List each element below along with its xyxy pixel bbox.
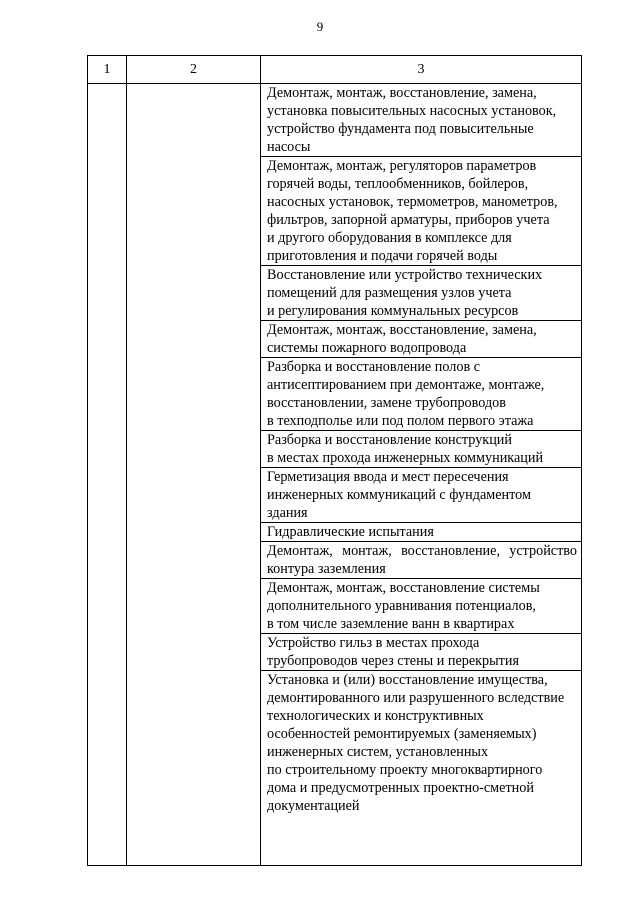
work-item-line: документацией [267, 798, 360, 814]
work-item-line: Разборка и восстановление конструкций [267, 432, 512, 448]
work-item-line: антисептированием при демонтаже, монтаже, [267, 377, 545, 393]
work-items-list [261, 84, 581, 815]
work-item [261, 634, 581, 671]
work-item-line: установка повысительных насосных установок, [267, 103, 557, 119]
column-header-3: 3 [261, 56, 582, 84]
work-item-line: Устройство гильз в местах прохода [267, 635, 480, 651]
work-item-line: Демонтаж, монтаж, восстановление системы [267, 580, 540, 596]
work-item-line: Демонтаж, монтаж, восстановление, устройство [267, 543, 577, 559]
work-item [261, 84, 581, 157]
work-item [261, 671, 581, 815]
work-item-line: системы пожарного водопровода [267, 340, 467, 356]
work-item-line: Демонтаж, монтаж, регуляторов параметров [267, 158, 537, 174]
work-item-line: горячей воды, теплообменников, бойлеров, [267, 176, 529, 192]
work-item-line: инженерных систем, установленных [267, 744, 489, 760]
work-item [261, 266, 581, 321]
table-header-row [88, 56, 582, 84]
column-3-cell [261, 84, 582, 866]
work-item-line: восстановлении, замене трубопроводов [267, 395, 506, 411]
work-item-line: и регулирования коммунальных ресурсов [267, 303, 519, 319]
work-item-line: Установка и (или) восстановление имущества, [267, 672, 548, 688]
work-item-line: приготовления и подачи горячей воды [267, 248, 498, 264]
work-item-line: в местах прохода инженерных коммуникаций [267, 450, 544, 466]
work-item [261, 579, 581, 634]
work-item-line: Гидравлические испытания [267, 524, 434, 540]
work-item-line: дополнительного уравнивания потенциалов, [267, 598, 536, 614]
work-item-line: Демонтаж, монтаж, восстановление, замена, [267, 85, 537, 101]
work-item-line: инженерных коммуникаций с фундаментом [267, 487, 531, 503]
work-item [261, 523, 581, 542]
work-item-line: насосных установок, термометров, манометров, [267, 194, 558, 210]
work-item [261, 358, 581, 431]
work-item-line: Демонтаж, монтаж, восстановление, замена, [267, 322, 537, 338]
work-item-line: устройство фундамента под повысительные [267, 121, 534, 137]
work-item-line: особенностей ремонтируемых (заменяемых) [267, 726, 537, 742]
column-2-cell [127, 84, 261, 866]
column-header-2: 2 [127, 56, 261, 84]
work-item-line: в том числе заземление ванн в квартирах [267, 616, 515, 632]
work-item-line: Герметизация ввода и мест пересечения [267, 469, 509, 485]
work-item [261, 157, 581, 266]
work-item-line: по строительному проекту многоквартирного [267, 762, 543, 778]
work-item [261, 468, 581, 523]
work-item-line: помещений для размещения узлов учета [267, 285, 512, 301]
column-header-1: 1 [88, 56, 127, 84]
work-item [261, 542, 581, 579]
works-table [87, 55, 582, 866]
work-item-line: фильтров, запорной арматуры, приборов учета [267, 212, 550, 228]
work-item-line: и другого оборудования в комплексе для [267, 230, 512, 246]
column-1-cell [88, 84, 127, 866]
work-item-line: здания [267, 505, 308, 521]
work-item-line: контура заземления [267, 561, 386, 577]
work-item-line: трубопроводов через стены и перекрытия [267, 653, 519, 669]
work-item [261, 321, 581, 358]
work-item-line: насосы [267, 139, 311, 155]
work-item [261, 431, 581, 468]
work-item-line: Восстановление или устройство технических [267, 267, 543, 283]
work-item-line: Разборка и восстановление полов с [267, 359, 480, 375]
work-item-line: в техподполье или под полом первого этажа [267, 413, 534, 429]
table-body-row [88, 84, 582, 866]
work-item-line: дома и предусмотренных проектно-сметной [267, 780, 534, 796]
page-number: 9 [316, 19, 324, 34]
work-item-line: технологических и конструктивных [267, 708, 484, 724]
work-item-line: демонтированного или разрушенного вследствие [267, 690, 565, 706]
